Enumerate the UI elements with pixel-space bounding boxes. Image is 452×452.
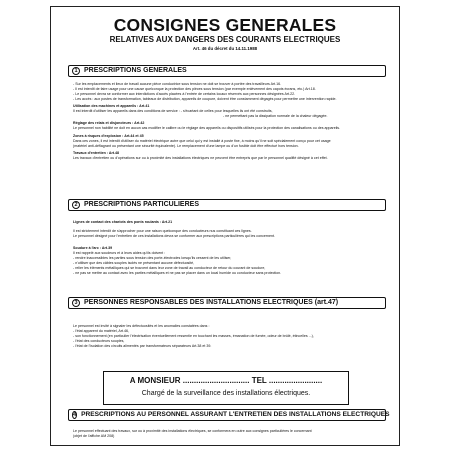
body-line: Le personnel est invité à signaler les défectuosités et les anomalies constatées dans :	[73, 323, 210, 328]
section-number-badge: 1	[72, 67, 80, 75]
body-line: Le personnel désigné pour l'entretien de ces installations devra se conformer aux prescriptions particulières qui les concernent.	[73, 234, 276, 239]
section-header-4	[68, 409, 390, 421]
contact-role-line: Chargé de la surveillance des installations électriques.	[141, 390, 311, 397]
poster-sheet	[50, 6, 400, 446]
section-body-3	[73, 323, 381, 349]
body-line: - ne pas se mettre au contact avec les parties métalliques et ne pas se placer dans un local humide ou conducteur sans protection.	[73, 270, 282, 275]
section-number-badge: 2	[72, 201, 80, 209]
section-body-2	[73, 217, 381, 276]
decree-reference: Art. 46 du décret du 14.11.1988	[192, 46, 258, 51]
body-line: Il est rappelé aux soudeurs et à leurs aides qu'ils doivent :	[73, 250, 166, 255]
subheading: Réglage des relais et disjoncteurs : Art.42	[73, 121, 145, 126]
page-title: CONSIGNES GENERALES	[113, 15, 337, 35]
contact-name-phone-line: A MONSIEUR .............................. TEL ........................	[129, 376, 323, 385]
body-line: (matériel anti-déflagrant ou présentant une sécurité équivalente). Le remplacement d'une lampe ou d'un fusible doit être effectué hors tension.	[73, 143, 299, 148]
responsible-person-box	[103, 371, 349, 405]
body-line: - relier les éléments métalliques qui se trouvent dans leur zone de travail au conducteur de retour du courant de soudure,	[73, 265, 266, 270]
section-body-1	[73, 81, 381, 161]
section-title: PRESCRIPTIONS AU PERSONNEL ASSURANT L'ENTRETIEN DES INSTALLATIONS ELECTRIQUES	[81, 411, 390, 418]
body-line: - l'état des conducteurs souples,	[73, 338, 125, 343]
subheading: Travaux d'entretien : Art.48	[73, 151, 120, 156]
body-line: Dans ces zones, il est interdit d'utiliser du matériel électrique autre que celui qui y est installé à poste fixe, à moins qu'il ne soit spécialement conçu pour cet usage	[73, 138, 331, 143]
body-line: - n'utiliser que des câbles souples isolés ne présentant aucune défectuosité,	[73, 260, 195, 265]
page-subtitle: RELATIVES AUX DANGERS DES COURANTS ELECTRIQUES	[109, 35, 341, 44]
body-line: - ne permettant pas la dissipation normale de la chaleur dégagée.	[223, 114, 328, 118]
section-header-1	[68, 65, 386, 77]
body-line: - Il est interdit de faire usage pour une cause quelconque la protection des pièces sous tension (par exemple enlèvement des capots écrans, etc.) Art.18.	[73, 86, 316, 91]
section-body-4	[73, 428, 381, 439]
subheading: Utilisation des machines et appareils : Art.41	[73, 104, 150, 108]
section-title: PERSONNES RESPONSABLES DES INSTALLATIONS ELECTRIQUES (art.47)	[84, 299, 339, 306]
body-line: (objet de l'affiche AM 208)	[73, 433, 115, 438]
body-line: Le personnel non habilité ne doit en aucun cas modifier le calibre ou le réglage des appareils ou dispositifs utilisés pour la protection des canalisations ou des appareils.	[73, 126, 341, 131]
section-title: PRESCRIPTIONS GENERALES	[84, 67, 187, 74]
body-line: - rendre inaccessibles les parties sous tension des porte-électrodes lorsqu'ils cessent de les utiliser,	[73, 255, 232, 260]
body-line: Il est interdit d'utiliser les appareils dans des conditions de service : - s'écartant de celles pour lesquelles ils ont été construits,	[73, 109, 273, 113]
subheading: Zones à risques d'explosion : Art.44 et 45	[73, 133, 144, 138]
section-header-2	[68, 199, 386, 211]
body-line: - l'état apparent du matériel, Art.46,	[73, 328, 130, 333]
body-line: - Le personnel devra se conformer aux interdictions d'accès placées à l'entrée de certains locaux réservés aux personnes désignées Art.22.	[73, 91, 296, 96]
section-number-badge: 3	[72, 299, 80, 307]
subheading: Lignes de contact des chariots des ponts roulants : Art.21	[73, 220, 173, 224]
body-line: - l'état de l'isolation des circuits alimentés par transformateurs séparateurs Art.38 et 39.	[73, 343, 212, 348]
section-number-badge: 4	[73, 412, 77, 418]
body-line: - Les accès : aux postes de transformation, tableaux de distribution, appareils de coupure, doivent être constamment dégagés pour permettre une intervention rapide.	[73, 96, 337, 101]
subheading: Soudure à l'arc : Art.39	[73, 245, 113, 250]
section-title: PRESCRIPTIONS PARTICULIERES	[84, 201, 199, 208]
body-line: Les travaux d'entretien ou d'opérations sur ou à proximité des installations électriques ne peuvent être entrepris que par le personnel qualifié désigné à cet effet.	[73, 156, 328, 161]
body-line: Le personnel effectuant des travaux, sur ou à proximité des installations électriques, se conformera en outre aux consignes particulières le concernant	[73, 428, 312, 433]
section-header-3	[68, 297, 386, 309]
body-line: - son fonctionnement (en particulier l'électrisation éventuellement ressentie en touchant les masses, émanation de fumée, odeur de brûlé, étincelles ...),	[73, 333, 314, 338]
body-line: Il est strictement interdit de s'approcher pour une raison quelconque des conducteurs nus constituant ces lignes.	[73, 229, 252, 234]
body-line: - Sur les emplacements et lieux de travail aucune pièce conductrice sous tension ne doit se trouver à portée des travailleurs Art.16.	[73, 81, 282, 86]
